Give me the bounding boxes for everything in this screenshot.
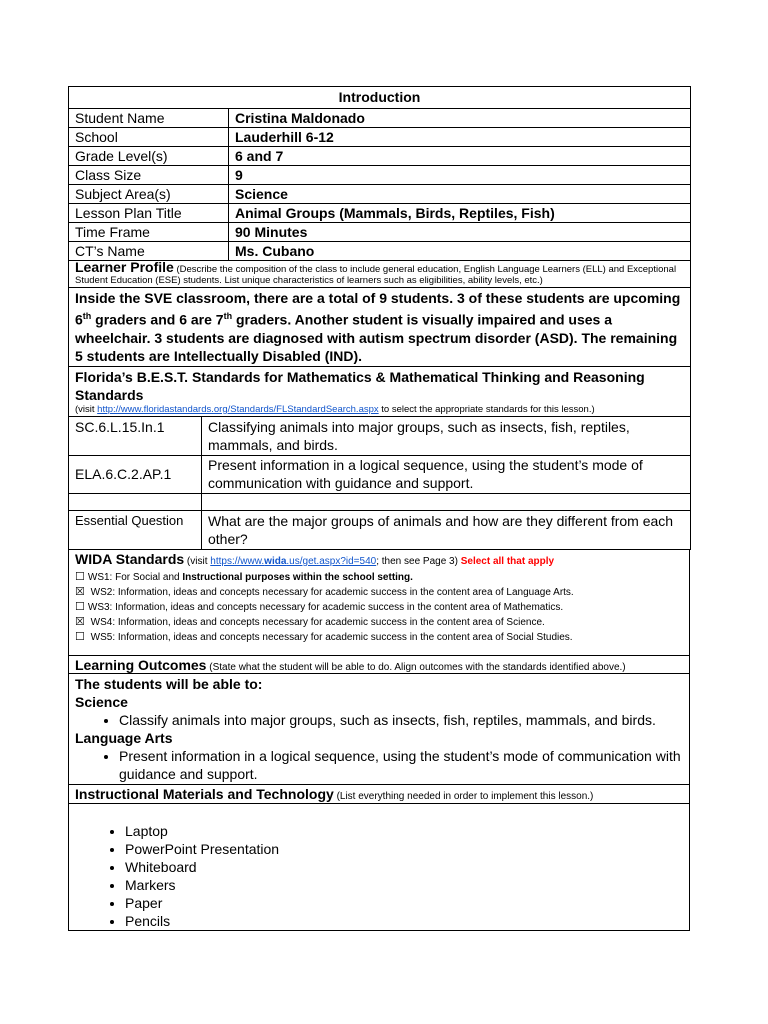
learner-profile-description: (Describe the composition of the class to include general education, English Language Learners (ELL) and Exceptional Student Education (ESE) students. List unique characteristics of learners such as eligibilities, ability levels, etc.) xyxy=(75,264,677,286)
materials-header-row xyxy=(69,784,690,803)
info-label: Lesson Plan Title xyxy=(69,204,229,223)
list-item: • Whiteboard xyxy=(125,858,683,876)
standards-heading: Florida’s B.E.S.T. Standards for Mathematics & Mathematical Thinking and Reasoning Standards xyxy=(75,368,645,403)
list-item: • Present information in a logical sequence, using the student’s mode of communication with guidance and support. xyxy=(119,747,683,783)
info-value: 6 and 7 xyxy=(229,147,691,166)
outcomes-intro: The students will be able to: xyxy=(75,675,263,692)
select-all-note: Select all that apply xyxy=(460,555,555,567)
standards-link[interactable]: http://www.floridastandards.org/Standards/FLStandardSearch.aspx xyxy=(97,403,379,415)
checkbox-icon[interactable]: ☐ xyxy=(75,630,85,643)
outcomes-body-row xyxy=(69,673,690,784)
essential-question-label: Essential Question xyxy=(69,510,202,549)
language-arts-label: Language Arts xyxy=(75,729,173,746)
info-row-time-frame xyxy=(69,223,691,242)
language-arts-outcomes-list xyxy=(75,747,683,783)
learner-profile-body-row xyxy=(69,288,691,367)
standard-row xyxy=(69,416,691,455)
list-item: • Laptop xyxy=(125,822,683,840)
list-item: • PowerPoint Presentation xyxy=(125,840,683,858)
wida-row xyxy=(69,549,690,655)
info-label: CT’s Name xyxy=(69,242,229,261)
materials-body-row xyxy=(69,803,690,930)
outcomes-heading: Learning Outcomes xyxy=(75,656,207,673)
info-label: Student Name xyxy=(69,109,229,128)
info-value: Science xyxy=(229,185,691,204)
lesson-plan-table xyxy=(68,86,691,417)
info-label: Grade Level(s) xyxy=(69,147,229,166)
science-label: Science xyxy=(75,693,128,710)
standard-text: Classifying animals into major groups, such as insects, fish, reptiles, mammals, and birds. xyxy=(202,416,691,455)
checkbox-checked-icon[interactable]: ☒ xyxy=(75,585,85,598)
outcomes-header-row xyxy=(69,655,690,673)
lesson-plan-page xyxy=(68,86,690,931)
info-value: Animal Groups (Mammals, Birds, Reptiles, Fish) xyxy=(229,204,691,223)
standard-text: Present information in a logical sequence, using the student’s mode of communication with guidance and support. xyxy=(202,455,691,493)
list-item: • Paper xyxy=(125,894,683,912)
info-row-grade-level xyxy=(69,147,691,166)
info-value: 9 xyxy=(229,166,691,185)
wida-item: ☐ WS5: Information, ideas and concepts necessary for academic success in the content area of Social Studies. xyxy=(75,630,573,643)
wida-heading: WIDA Standards xyxy=(75,550,185,567)
list-item: • Markers xyxy=(125,876,683,894)
wida-link[interactable]: https://www.wida.us/get.aspx?id=540 xyxy=(210,555,377,567)
info-row-class-size xyxy=(69,166,691,185)
section-title: Introduction xyxy=(69,87,691,109)
standard-code: ELA.6.C.2.AP.1 xyxy=(69,455,202,493)
checkbox-checked-icon[interactable]: ☒ xyxy=(75,615,85,628)
essential-question-row xyxy=(69,510,691,549)
standards-visit-note: (visit http://www.floridastandards.org/Standards/FLStandardSearch.aspx to select the appropriate standards for this lesson.) xyxy=(75,403,595,415)
checkbox-icon[interactable]: ☐ xyxy=(75,570,85,583)
essential-question-text: What are the major groups of animals and how are they different from each other? xyxy=(202,510,691,549)
info-value: Ms. Cubano xyxy=(229,242,691,261)
standard-row xyxy=(69,455,691,493)
materials-description: (List everything needed in order to implement this lesson.) xyxy=(336,790,594,802)
info-row-lesson-title xyxy=(69,204,691,223)
wida-item: ☐ WS1: For Social and Instructional purposes within the school setting. xyxy=(75,570,413,583)
info-label: School xyxy=(69,128,229,147)
info-value: Cristina Maldonado xyxy=(229,109,691,128)
info-label: Subject Area(s) xyxy=(69,185,229,204)
standards-table xyxy=(68,416,691,550)
info-row-student-name xyxy=(69,109,691,128)
outcomes-description: (State what the student will be able to do. Align outcomes with the standards identified above.) xyxy=(209,661,626,673)
list-item: • Classify animals into major groups, such as insects, fish, reptiles, mammals, and birds. xyxy=(119,711,683,729)
standard-code: SC.6.L.15.In.1 xyxy=(69,416,202,455)
info-row-school xyxy=(69,128,691,147)
info-row-ct-name xyxy=(69,242,691,261)
science-outcomes-list xyxy=(75,711,683,729)
wida-item: ☒ WS4: Information, ideas and concepts necessary for academic success in the content area of Science. xyxy=(75,615,545,628)
learner-profile-text: Inside the SVE classroom, there are a total of 9 students. 3 of these students are upcoming 6th graders and 6 are 7th graders. Another student is visually impaired and uses a wheelchair. 3 students are diagnosed with autism spectrum disorder (ASD). The remaining 5 students are Intellectually Disabled (IND). xyxy=(69,288,691,367)
materials-heading: Instructional Materials and Technology xyxy=(75,785,334,802)
wida-header: WIDA Standards (visit https://www.wida.us/get.aspx?id=540; then see Page 3) Select all that apply xyxy=(75,550,555,567)
checkbox-icon[interactable]: ☐ xyxy=(75,600,85,613)
info-value: 90 Minutes xyxy=(229,223,691,242)
wida-item: ☒ WS2: Information, ideas and concepts necessary for academic success in the content area of Language Arts. xyxy=(75,585,574,598)
materials-list xyxy=(75,822,683,930)
standards-header-row xyxy=(69,366,691,416)
info-row-subject-area xyxy=(69,185,691,204)
wida-item: ☐ WS3: Information, ideas and concepts necessary for academic success in the content area of Mathematics. xyxy=(75,600,564,613)
empty-row xyxy=(69,493,691,510)
list-item: • Pencils xyxy=(125,912,683,930)
info-value: Lauderhill 6-12 xyxy=(229,128,691,147)
info-label: Class Size xyxy=(69,166,229,185)
wida-table xyxy=(68,549,690,931)
learner-profile-heading: Learner Profile xyxy=(75,259,174,275)
info-label: Time Frame xyxy=(69,223,229,242)
learner-profile-header-row xyxy=(69,261,691,288)
